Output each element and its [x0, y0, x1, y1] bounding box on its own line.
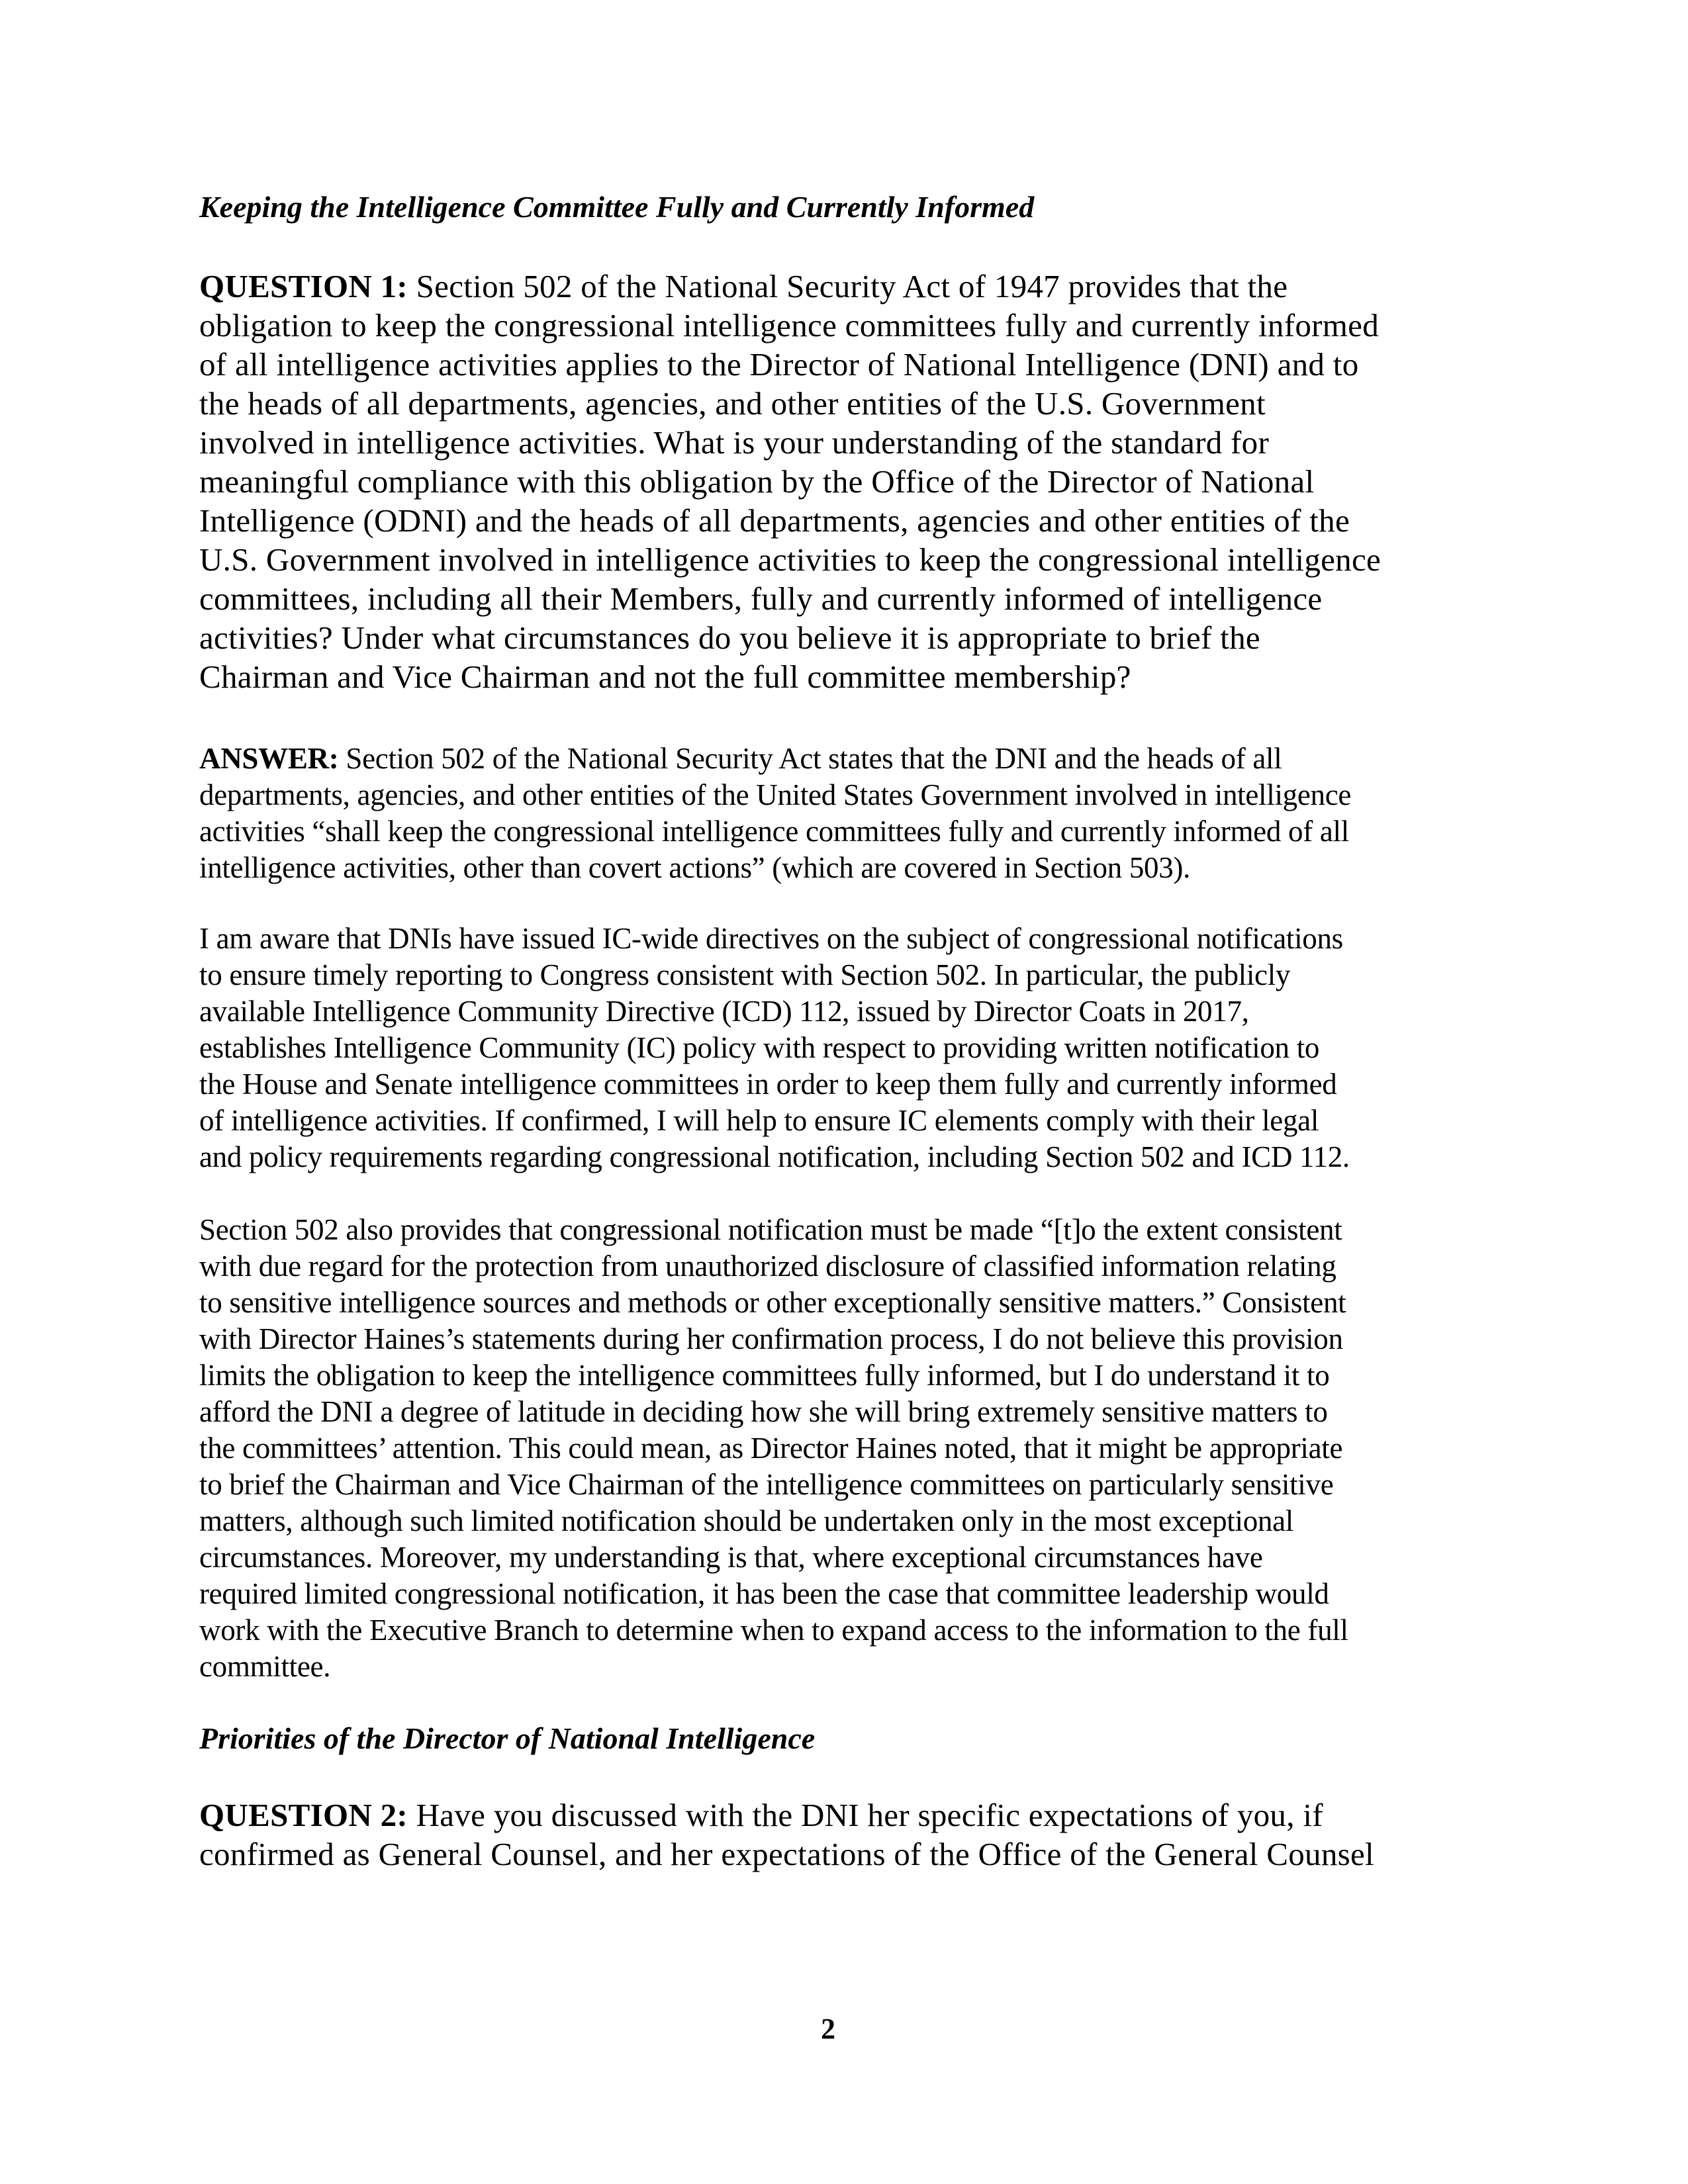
- question-line: QUESTION 1: Section 502 of the National Security Act of 1947 provides that the: [199, 268, 1288, 304]
- answer-line: departments, agencies, and other entities of the United States Government involved in intelligence: [199, 778, 1352, 811]
- answer-line: Section 502 also provides that congressional notification must be made “[t]o the extent consistent: [199, 1213, 1342, 1246]
- question-line: the heads of all departments, agencies, and other entities of the U.S. Government: [199, 385, 1266, 422]
- answer-line: circumstances. Moreover, my understanding is that, where exceptional circumstances have: [199, 1541, 1263, 1574]
- answer-line: activities “shall keep the congressional intelligence committees fully and currently informed of all: [199, 815, 1349, 848]
- answer-line: the committees’ attention. This could mean, as Director Haines noted, that it might be appropriate: [199, 1432, 1343, 1465]
- page-number: 2: [821, 2013, 835, 2045]
- answer-line: limits the obligation to keep the intelligence committees fully informed, but I do understand it to: [199, 1359, 1330, 1392]
- answer-line: matters, although such limited notification should be undertaken only in the most exceptional: [199, 1504, 1293, 1537]
- answer-label: ANSWER:: [199, 742, 339, 775]
- question-label: QUESTION 2:: [199, 1797, 408, 1833]
- answer-line: establishes Intelligence Community (IC) policy with respect to providing written notification to: [199, 1031, 1320, 1064]
- answer-line: the House and Senate intelligence committees in order to keep them fully and currently informed: [199, 1068, 1337, 1101]
- answer-line: of intelligence activities. If confirmed, I will help to ensure IC elements comply with their legal: [199, 1104, 1319, 1137]
- question-line: confirmed as General Counsel, and her expectations of the Office of the General Counsel: [199, 1836, 1374, 1872]
- question-line: meaningful compliance with this obligation by the Office of the Director of National: [199, 463, 1315, 500]
- question-line: involved in intelligence activities. What is your understanding of the standard for: [199, 424, 1270, 461]
- question-line: Chairman and Vice Chairman and not the full committee membership?: [199, 659, 1131, 695]
- answer-line: with due regard for the protection from unauthorized disclosure of classified information relating: [199, 1250, 1336, 1283]
- question-line: committees, including all their Members, fully and currently informed of intelligence: [199, 580, 1323, 617]
- question-label: QUESTION 1:: [199, 268, 408, 304]
- question-line: Intelligence (ODNI) and the heads of all departments, agencies and other entities of the: [199, 502, 1350, 539]
- answer-line: with Director Haines’s statements during her confirmation process, I do not believe this provision: [199, 1322, 1343, 1355]
- answer-line: and policy requirements regarding congressional notification, including Section 502 and ICD 112.: [199, 1140, 1350, 1173]
- answer-line: committee.: [199, 1650, 331, 1683]
- answer-line: work with the Executive Branch to determine when to expand access to the information to the full: [199, 1614, 1348, 1647]
- answer-line: I am aware that DNIs have issued IC-wide directives on the subject of congressional notifications: [199, 922, 1343, 955]
- answer-line: ANSWER: Section 502 of the National Security Act states that the DNI and the heads of all: [199, 742, 1282, 775]
- answer-line: to sensitive intelligence sources and methods or other exceptionally sensitive matters.” Consistent: [199, 1286, 1346, 1319]
- answer-line: to brief the Chairman and Vice Chairman of the intelligence committees on particularly sensitive: [199, 1468, 1334, 1501]
- answer-line: available Intelligence Community Directive (ICD) 112, issued by Director Coats in 2017,: [199, 995, 1249, 1028]
- answer-line: required limited congressional notification, it has been the case that committee leadership would: [199, 1577, 1329, 1610]
- answer-line: to ensure timely reporting to Congress consistent with Section 502. In particular, the publicly: [199, 958, 1291, 991]
- question-line: U.S. Government involved in intelligence activities to keep the congressional intelligence: [199, 541, 1382, 578]
- question-line: QUESTION 2: Have you discussed with the DNI her specific expectations of you, if: [199, 1797, 1323, 1833]
- question-line: of all intelligence activities applies to the Director of National Intelligence (DNI) and to: [199, 346, 1359, 383]
- answer-line: intelligence activities, other than covert actions” (which are covered in Section 503).: [199, 851, 1191, 884]
- section-heading: Keeping the Intelligence Committee Fully and Currently Informed: [199, 190, 1035, 224]
- question-line: obligation to keep the congressional intelligence committees fully and currently informed: [199, 307, 1380, 343]
- section-heading: Priorities of the Director of National Intelligence: [199, 1721, 816, 1755]
- question-line: activities? Under what circumstances do you believe it is appropriate to brief the: [199, 619, 1260, 656]
- answer-line: afford the DNI a degree of latitude in deciding how she will bring extremely sensitive matters to: [199, 1395, 1328, 1428]
